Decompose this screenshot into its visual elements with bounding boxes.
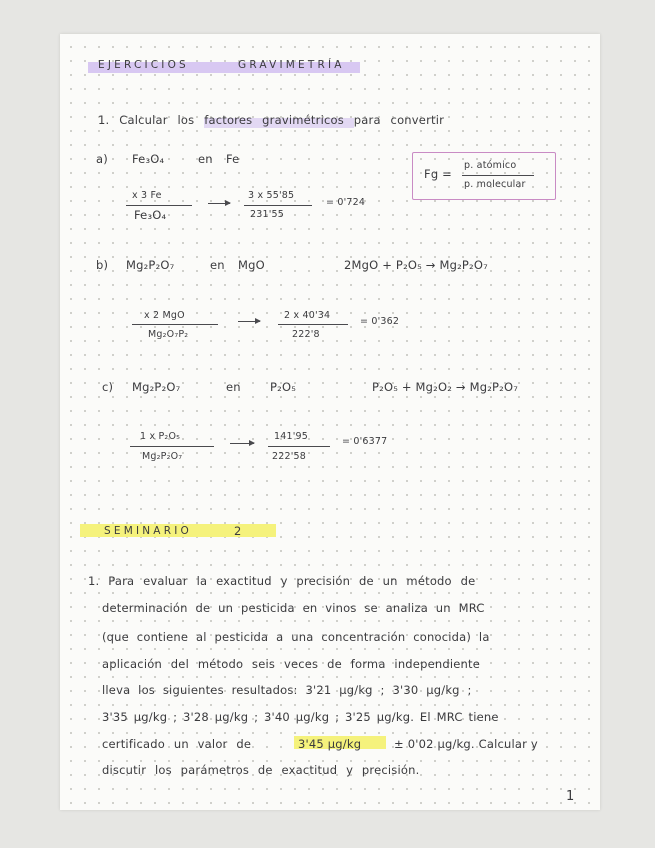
page-number: 1	[566, 789, 575, 804]
notebook-page	[60, 34, 600, 810]
seminario-number: 2	[234, 524, 242, 538]
a-to: Fe	[226, 152, 240, 166]
fg-label: Fg =	[424, 167, 453, 181]
c-reaction: P₂O₅ + Mg₂O₂ → Mg₂P₂O₇	[372, 380, 519, 394]
title-word-1: EJERCICIOS	[98, 59, 189, 71]
b-label: b)	[96, 258, 109, 272]
problem-line-6: 3'35 µg/kg ; 3'28 µg/kg ; 3'40 µg/kg ; 3'25 µg/kg. El MRC tiene	[102, 710, 499, 724]
b-factor-bar	[132, 324, 218, 325]
problem-line-7b: ± 0'02 µg/kg. Calcular y	[394, 737, 538, 751]
c-value-bar	[268, 446, 330, 447]
b-arrow	[238, 321, 260, 322]
a-label: a)	[96, 152, 108, 166]
b-reaction: 2MgO + P₂O₅ → Mg₂P₂O₇	[344, 258, 488, 272]
a-value-bar	[244, 205, 312, 206]
b-to: MgO	[238, 258, 265, 272]
problem-line-1: 1. Para evaluar la exactitud y precisión de un método de	[88, 574, 476, 588]
problem-line-3: (que contiene al pesticida a una concentración conocida) la	[102, 630, 490, 644]
c-from: Mg₂P₂O₇	[132, 380, 181, 394]
b-result: = 0'362	[360, 316, 400, 327]
problem-line-8: discutir los parámetros de exactitud y precisión.	[102, 763, 420, 777]
a-from: Fe₃O₄	[132, 152, 165, 166]
c-en: en	[226, 380, 241, 394]
c-to: P₂O₅	[270, 380, 297, 394]
b-en: en	[210, 258, 225, 272]
a-factor-denominator: Fe₃O₄	[134, 208, 167, 222]
problem-line-5: lleva los siguientes resultados: 3'21 µg/kg ; 3'30 µg/kg ;	[102, 683, 472, 697]
b-factor-denominator: Mg₂O₇P₂	[148, 329, 189, 340]
c-arrow	[230, 443, 254, 444]
seminario-title: SEMINARIO	[104, 525, 192, 537]
problem-line-7-highlight: 3'45 µg/kg	[298, 737, 362, 751]
c-factor-bar	[130, 446, 214, 447]
b-value-numerator: 2 x 40'34	[284, 310, 331, 321]
problem-line-7a: certificado un valor de	[102, 737, 252, 751]
c-factor-denominator: Mg₂P₂O₇	[142, 451, 183, 462]
a-factor-numerator: x 3 Fe	[132, 190, 162, 201]
b-from: Mg₂P₂O₇	[126, 258, 175, 272]
a-result: = 0'724	[326, 197, 366, 208]
b-value-denominator: 222'8	[292, 329, 320, 340]
a-en: en	[198, 152, 213, 166]
problem-line-4: aplicación del método seis veces de forma independiente	[102, 657, 480, 671]
b-value-bar	[278, 324, 348, 325]
c-value-numerator: 141'95	[274, 431, 309, 442]
a-factor-bar	[126, 205, 192, 206]
problem-line-2: determinación de un pesticida en vinos se analiza un MRC	[102, 601, 485, 615]
b-factor-numerator: x 2 MgO	[144, 310, 185, 321]
c-factor-numerator: 1 x P₂O₅	[140, 431, 181, 442]
fg-numerator: p. atómico	[464, 160, 517, 171]
c-value-denominator: 222'58	[272, 451, 307, 462]
fg-fraction-bar	[462, 175, 534, 176]
a-value-denominator: 231'55	[250, 209, 285, 220]
title-word-2: GRAVIMETRÍA	[238, 59, 345, 71]
a-value-numerator: 3 x 55'85	[248, 190, 295, 201]
a-arrow	[208, 203, 230, 204]
c-result: = 0'6377	[342, 436, 388, 447]
c-label: c)	[102, 380, 114, 394]
question-1: 1. Calcular los factores gravimétricos para convertir	[98, 113, 445, 127]
fg-denominator: p. molecular	[464, 179, 526, 190]
